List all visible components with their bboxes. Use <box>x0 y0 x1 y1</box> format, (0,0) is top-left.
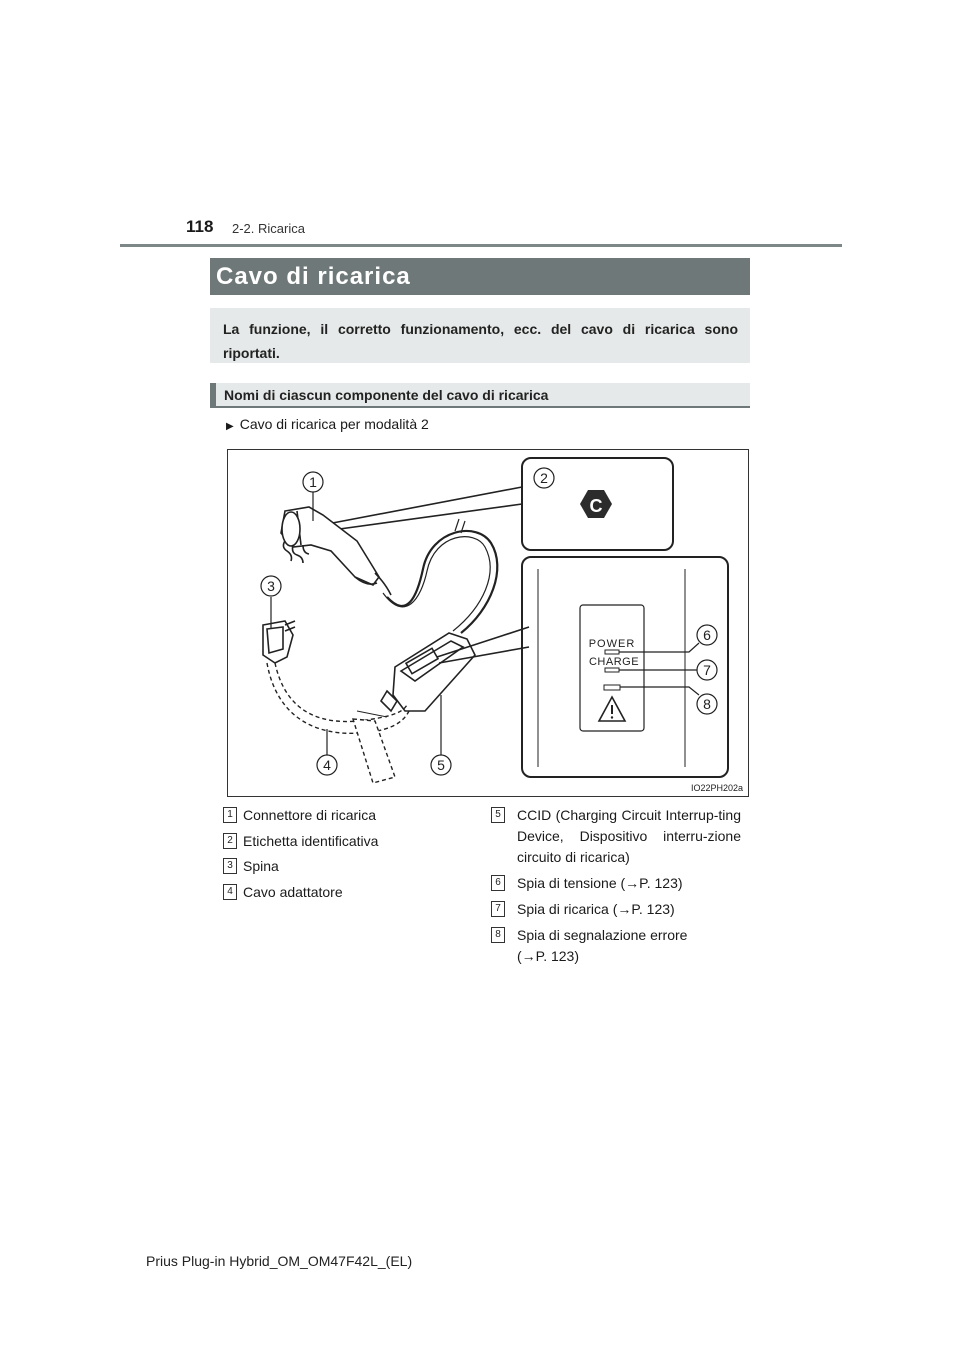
badge-letter: C <box>589 496 603 516</box>
ccid-unit <box>381 633 475 711</box>
item-number-1: 1 <box>223 807 237 823</box>
item-number-4: 4 <box>223 884 237 900</box>
figure-code: IO22PH202a <box>690 783 743 793</box>
callout-4-label: 4 <box>323 757 331 773</box>
page-number: 118 <box>186 217 214 236</box>
item-number-2: 2 <box>223 833 237 849</box>
section-reference: 2-2. Ricarica <box>232 221 305 236</box>
cable-main-inner <box>383 537 490 631</box>
component-4: Cavo adattatore <box>243 884 343 900</box>
intro-text: La funzione, il corretto funzionamento, ecc. del cavo di ricarica sono riportati. <box>210 308 750 363</box>
callout-2-label: 2 <box>540 470 548 486</box>
component-1: Connettore di ricarica <box>243 807 377 823</box>
callout-1-label: 1 <box>309 474 317 490</box>
subheading-accent <box>210 383 216 408</box>
section-title: Cavo di ricarica <box>210 258 750 295</box>
footer-manual-code: Prius Plug-in Hybrid_OM_OM47F42L_(EL) <box>146 1253 413 1269</box>
component-7: Spia di ricarica (→P. 123) <box>517 901 675 917</box>
power-label: POWER <box>588 638 636 650</box>
charge-label: CHARGE <box>588 656 640 668</box>
adapter-tag <box>353 719 395 783</box>
callout-6-label: 6 <box>703 627 711 643</box>
triangle-bullet-icon: ▶ <box>226 421 234 432</box>
charging-cable-illustration <box>227 449 749 797</box>
component-5: CCID (Charging Circuit Interrup-ting Device, Dispositivo interru-zione circuito di ricarica) <box>517 807 741 865</box>
component-3: Spina <box>243 858 279 874</box>
callout-8-label: 8 <box>703 696 711 712</box>
adapter-cable-outline-outer <box>267 663 409 733</box>
charge-lamp <box>605 668 619 672</box>
charging-connector <box>281 507 391 595</box>
bullet-text: Cavo di ricarica per modalità 2 <box>239 416 429 432</box>
leader-label-top <box>322 487 522 525</box>
power-lamp <box>605 650 619 654</box>
figure-frame <box>228 450 749 797</box>
callout-7-label: 7 <box>703 662 711 678</box>
component-6: Spia di tensione (→P. 123) <box>517 875 683 891</box>
item-number-3: 3 <box>223 858 237 874</box>
error-lamp <box>604 685 620 690</box>
component-2: Etichetta identificativa <box>243 833 379 849</box>
mains-plug <box>263 621 295 663</box>
bullet-item <box>226 416 429 432</box>
item-number-6: 6 <box>491 875 505 891</box>
component-8: Spia di segnalazione errore (→P. 123) <box>517 927 688 964</box>
item-number-7: 7 <box>491 901 505 917</box>
callout-3-label: 3 <box>267 578 275 594</box>
item-number-5: 5 <box>491 807 505 823</box>
leader-label-bottom <box>325 504 522 531</box>
cable-main <box>387 531 497 633</box>
header-rule <box>120 244 842 247</box>
callout-5-label: 5 <box>437 757 445 773</box>
subheading: Nomi di ciascun componente del cavo di ricarica <box>210 383 750 408</box>
item-number-8: 8 <box>491 927 505 943</box>
